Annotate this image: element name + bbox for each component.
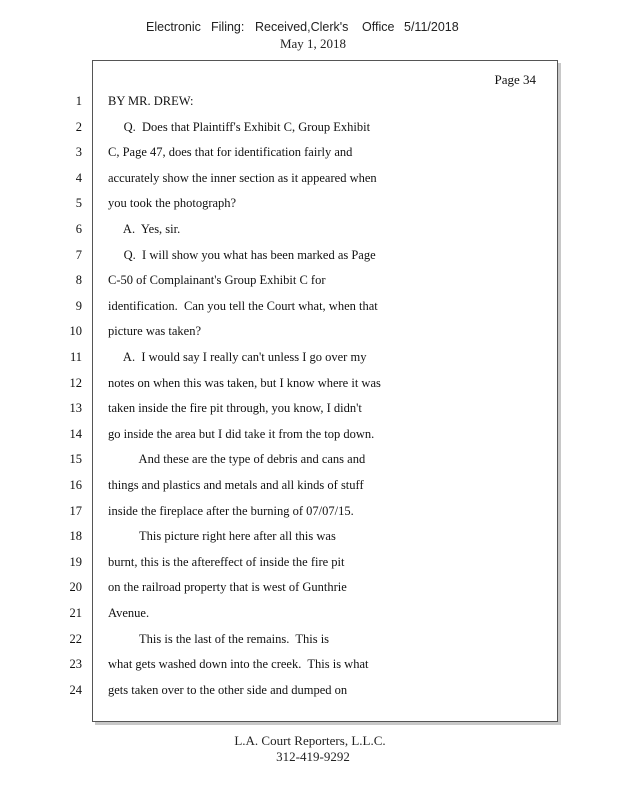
reporter-company: L.A. Court Reporters, L.L.C.: [234, 733, 386, 748]
transcript-line: And these are the type of debris and cans and: [108, 452, 366, 467]
line-number: 23: [69, 657, 82, 672]
transcript-line: Avenue.: [108, 606, 150, 620]
transcript-line: This is the last of the remains. This is: [108, 631, 330, 646]
line-number: 17: [69, 503, 82, 518]
transcript-line: go inside the area but I did take it from the top down.: [108, 426, 375, 441]
line-number: 1: [75, 94, 82, 108]
line-number: 18: [69, 529, 82, 544]
line-number: 12: [69, 375, 82, 390]
line-number: 5: [75, 196, 82, 211]
transcript-line: Q. Does that Plaintiff's Exhibit C, Group Exhibit: [108, 119, 371, 134]
transcript-line: BY MR. DREW:: [108, 94, 194, 108]
transcript-line: A. Yes, sir.: [108, 222, 181, 236]
transcript-line: taken inside the fire pit through, you know, I didn't: [108, 401, 362, 416]
line-number: 11: [69, 350, 82, 364]
transcript-line: identification. Can you tell the Court what, when that: [108, 298, 378, 313]
transcript-line: A. I would say I really can't unless I go over my: [108, 350, 367, 364]
line-number: 2: [75, 119, 82, 134]
line-number: 20: [69, 580, 82, 595]
transcript-line: on the railroad property that is west of Gunthrie: [108, 580, 347, 595]
filing-stamp-word: Office: [362, 20, 395, 34]
line-number: 13: [69, 401, 82, 416]
line-number: 8: [75, 273, 82, 288]
filing-stamp-word: Filing:: [211, 20, 245, 34]
transcript-line: C-50 of Complainant's Group Exhibit C for: [108, 273, 326, 288]
line-number: 15: [69, 452, 82, 467]
filing-stamp-word: 5/11/2018: [404, 20, 459, 34]
transcript-line: burnt, this is the aftereffect of inside the fire pit: [108, 554, 345, 569]
line-number: 4: [75, 170, 82, 185]
filing-stamp-word: Electronic: [146, 20, 201, 34]
transcript-line: things and plastics and metals and all kinds of stuff: [108, 478, 364, 492]
transcript-line: notes on when this was taken, but I know where it was: [108, 375, 381, 390]
page-number: Page 34: [494, 72, 536, 87]
reporter-phone: 312-419-9292: [276, 749, 350, 764]
line-number: 9: [75, 298, 82, 313]
line-number: 24: [69, 682, 82, 697]
transcript-line: inside the fireplace after the burning of 07/07/15.: [108, 503, 354, 518]
transcript-line: you took the photograph?: [108, 196, 237, 211]
line-number: 16: [69, 478, 82, 492]
transcript-line: gets taken over to the other side and dumped on: [108, 682, 348, 697]
filing-stamp-word: Received,Clerk's: [255, 20, 349, 34]
line-number: 3: [75, 145, 82, 160]
line-number: 22: [69, 631, 82, 646]
transcript-line: C, Page 47, does that for identification fairly and: [108, 145, 353, 160]
transcript-line: Q. I will show you what has been marked as Page: [108, 247, 376, 262]
line-number: 19: [69, 554, 82, 569]
line-number: 7: [75, 247, 82, 262]
line-number: 6: [75, 222, 82, 236]
line-number: 21: [69, 606, 82, 620]
line-number: 10: [69, 324, 82, 339]
line-number: 14: [69, 426, 82, 441]
transcript-line: picture was taken?: [108, 324, 202, 339]
transcript-line: what gets washed down into the creek. This is what: [108, 657, 369, 672]
transcript-line: accurately show the inner section as it appeared when: [108, 170, 377, 185]
transcript-line: This picture right here after all this was: [108, 529, 336, 544]
transcript-date: May 1, 2018: [279, 36, 347, 51]
